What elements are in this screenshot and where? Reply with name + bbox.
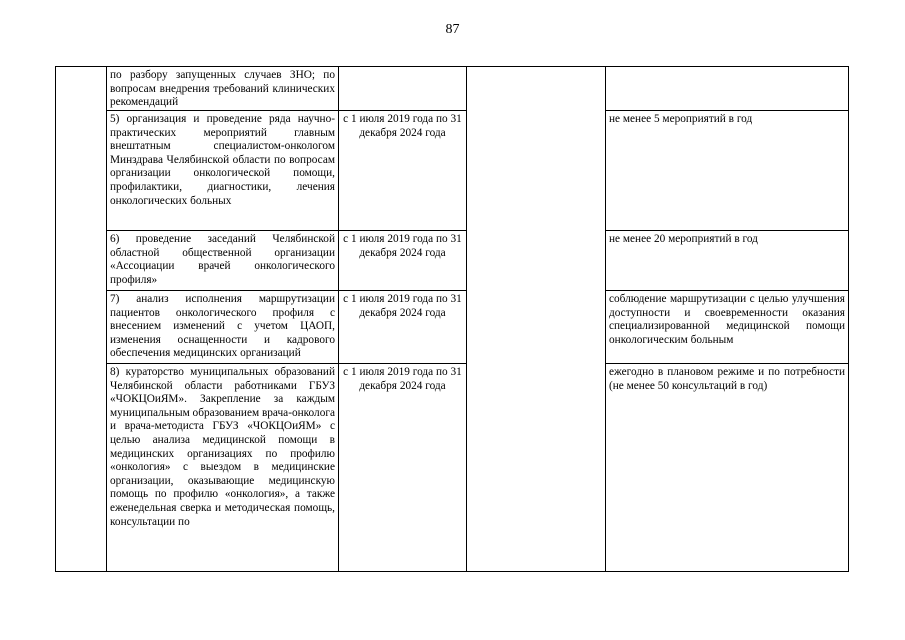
responsible-column-cell [467, 67, 606, 572]
result-cell: не менее 20 мероприятий в год [606, 231, 849, 291]
table-row [56, 67, 849, 111]
task-cell: 7) анализ исполнения маршрутизации пациентов онкологического профиля с внесением изменений с учетом ЦАОП, изменения оснащенности и кадрового обеспечения медицинских организаций [107, 291, 339, 364]
period-cell: с 1 июля 2019 года по 31 декабря 2024 года [339, 111, 467, 231]
table-row [56, 291, 849, 364]
table-row [56, 364, 849, 572]
number-column-cell [56, 67, 107, 572]
result-cell [606, 67, 849, 111]
page-number: 87 [445, 22, 460, 37]
period-cell: с 1 июля 2019 года по 31 декабря 2024 года [339, 291, 467, 364]
result-cell: не менее 5 мероприятий в год [606, 111, 849, 231]
period-cell [339, 67, 467, 111]
table-row [56, 111, 849, 231]
period-cell: с 1 июля 2019 года по 31 декабря 2024 года [339, 364, 467, 572]
task-cell: 6) проведение заседаний Челябинской областной общественной организации «Ассоциации врачей онкологического профиля» [107, 231, 339, 291]
period-cell: с 1 июля 2019 года по 31 декабря 2024 года [339, 231, 467, 291]
task-cell: 8) кураторство муниципальных образований Челябинской области работниками ГБУЗ «ЧОКЦОиЯМ». Закрепление за каждым муниципальным образованием врача-онколога и врача-методиста ГБУЗ «ЧОКЦОиЯМ» с целью анализа медицинской помощи в медицинских организациях по профилю «онкология» с выездом в медицинские организации, оказывающие медицинскую помощь по профилю «онкология», а также еженедельная сверка и методическая помощь, консультации по [107, 364, 339, 572]
result-cell: ежегодно в плановом режиме и по потребности (не менее 50 консультаций в год) [606, 364, 849, 572]
task-cell: 5) организация и проведение ряда научно-практических мероприятий главным внештатным специалистом-онкологом Минздрава Челябинской области по вопросам организации онкологической помощи, профилактики, диагностики, лечения онкологических больных [107, 111, 339, 231]
table-row [56, 231, 849, 291]
activities-table [55, 66, 849, 572]
result-cell: соблюдение маршрутизации с целью улучшения доступности и своевременности оказания специализированной медицинской помощи онкологическим больным [606, 291, 849, 364]
task-cell: по разбору запущенных случаев ЗНО; по вопросам внедрения требований клинических рекомендаций [107, 67, 339, 111]
